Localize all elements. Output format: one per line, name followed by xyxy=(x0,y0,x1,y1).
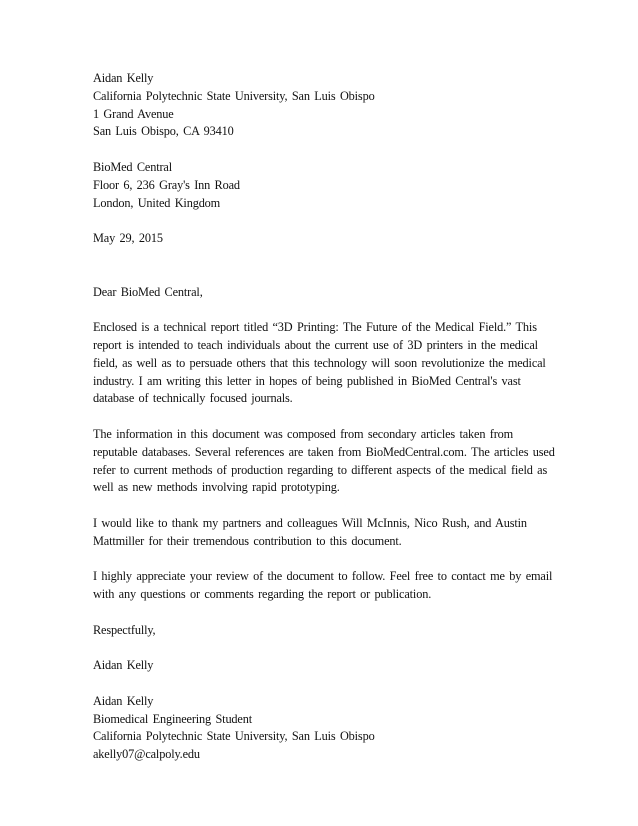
paragraph-line: with any questions or comments regarding the report or publication. xyxy=(93,587,432,602)
closing-text: Respectfully, xyxy=(93,622,156,637)
paragraph-line: well as new methods involving rapid prototyping. xyxy=(93,480,340,495)
spacer xyxy=(93,497,573,515)
cover-letter xyxy=(93,70,573,764)
sender-city: San Luis Obispo, CA 93410 xyxy=(93,124,234,139)
body-paragraph-4 xyxy=(93,568,573,604)
signature xyxy=(93,657,573,675)
spacer xyxy=(93,408,573,426)
sender-address xyxy=(93,70,573,141)
signature-block xyxy=(93,693,573,764)
paragraph-line: database of technically focused journals. xyxy=(93,391,293,406)
recipient-city: London, United Kingdom xyxy=(93,195,221,210)
signer-institution: California Polytechnic State University, San Luis Obispo xyxy=(93,729,375,744)
spacer xyxy=(93,301,573,319)
paragraph-line: report is intended to teach individuals about the current use of 3D printers in the medical xyxy=(93,337,538,352)
body-paragraph-1 xyxy=(93,319,573,408)
salutation xyxy=(93,284,573,302)
paragraph-line: Enclosed is a technical report titled “3D Printing: The Future of the Medical Field.” This xyxy=(93,320,537,335)
signature-name: Aidan Kelly xyxy=(93,658,154,673)
paragraph-line: industry. I am writing this letter in hopes of being published in BioMed Central's vast xyxy=(93,373,521,388)
closing xyxy=(93,622,573,640)
sender-street: 1 Grand Avenue xyxy=(93,106,174,121)
paragraph-line: I highly appreciate your review of the document to follow. Feel free to contact me by email xyxy=(93,569,553,584)
recipient-street: Floor 6, 236 Gray's Inn Road xyxy=(93,177,240,192)
paragraph-line: I would like to thank my partners and colleagues Will McInnis, Nico Rush, and Austin xyxy=(93,515,527,530)
body-paragraph-2 xyxy=(93,426,573,497)
date-text: May 29, 2015 xyxy=(93,231,163,246)
spacer xyxy=(93,551,573,569)
spacer xyxy=(93,675,573,693)
salutation-text: Dear BioMed Central, xyxy=(93,284,203,299)
signer-title: Biomedical Engineering Student xyxy=(93,711,253,726)
sender-name: Aidan Kelly xyxy=(93,71,154,85)
sender-institution: California Polytechnic State University, San Luis Obispo xyxy=(93,88,375,103)
spacer xyxy=(93,604,573,622)
spacer xyxy=(93,212,573,230)
paragraph-line: Mattmiller for their tremendous contribution to this document. xyxy=(93,533,402,548)
body-paragraph-3 xyxy=(93,515,573,551)
paragraph-line: refer to current methods of production regarding to different aspects of the medical field as xyxy=(93,462,548,477)
signer-name: Aidan Kelly xyxy=(93,693,154,708)
paragraph-line: field, as well as to persuade others that this technology will soon revolutionize the medical xyxy=(93,355,546,370)
recipient-address xyxy=(93,159,573,212)
spacer xyxy=(93,141,573,159)
letter-date xyxy=(93,230,573,248)
spacer xyxy=(93,640,573,658)
paragraph-line: The information in this document was composed from secondary articles taken from xyxy=(93,426,514,441)
signer-email: akelly07@calpoly.edu xyxy=(93,747,200,762)
paragraph-line: reputable databases. Several references are taken from BioMedCentral.com. The articles used xyxy=(93,444,555,459)
recipient-name: BioMed Central xyxy=(93,159,172,174)
spacer xyxy=(93,248,573,284)
